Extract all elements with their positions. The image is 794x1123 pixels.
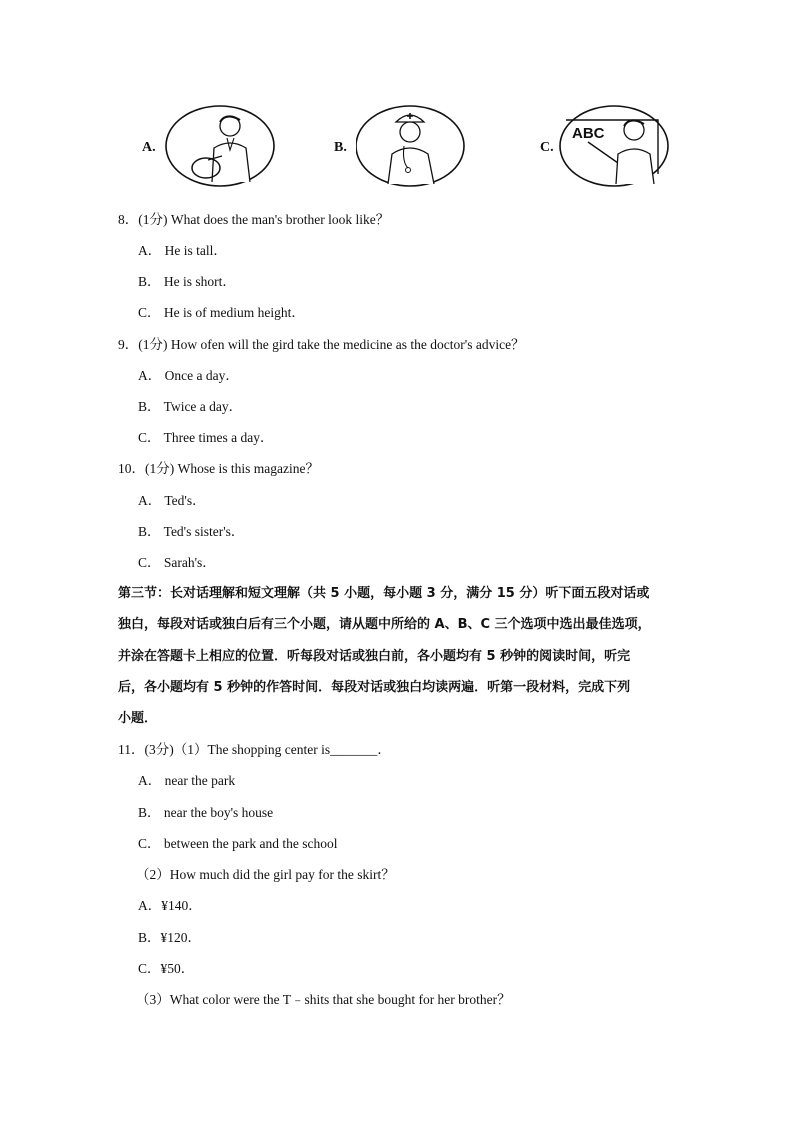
board-text: ABC — [572, 125, 605, 142]
question-10-option-a: A． Ted's． — [138, 493, 206, 508]
section3-line-5: 小题． — [118, 711, 158, 726]
question-11-1-option-c: C． between the park and the school — [138, 836, 338, 851]
section3-line-2: 独白，每段对话或独白后有三个小题，请从题中所给的 A、B、C 三个选项中选出最佳选项， — [118, 617, 651, 632]
question-11-1-option-b: B． near the boy's house — [138, 805, 274, 820]
picture-label-a: A. — [142, 140, 156, 155]
question-11-3-stem: （3）What color were the T﹣shits that she bought for her brother？ — [136, 992, 511, 1007]
question-10-stem: 10．(1分) Whose is this magazine？ — [118, 461, 319, 476]
question-8-stem: 8．(1分) What does the man's brother look like？ — [118, 212, 390, 227]
doctor-picture — [356, 104, 468, 188]
picture-label-b: B. — [334, 140, 347, 155]
question-9-option-c: C． Three times a day． — [138, 430, 274, 445]
question-11-1-option-a: A． near the park — [138, 773, 236, 788]
section3-line-1: 第三节：长对话理解和短文理解（共 5 小题，每小题 3 分，满分 15 分）听下面五段对话或 — [118, 586, 650, 601]
question-9-option-a: A． Once a day． — [138, 368, 239, 383]
section3-line-3: 并涂在答题卡上相应的位置．听每段对话或独白前，各小题均有 5 秒钟的阅读时间，听完 — [118, 649, 631, 664]
question-8-option-a: A． He is tall． — [138, 243, 227, 258]
picture-label-c: C. — [540, 140, 554, 155]
question-11-2-option-a: A．¥140． — [138, 898, 202, 913]
question-9-stem: 9．(1分) How ofen will the gird take the medicine as the doctor's advice？ — [118, 337, 525, 352]
question-8-option-b: B． He is short． — [138, 274, 236, 289]
question-11-2-stem: （2）How much did the girl pay for the skirt？ — [136, 867, 395, 882]
teacher-picture — [558, 104, 676, 188]
picture-options — [138, 104, 678, 190]
question-8-option-c: C． He is of medium height． — [138, 305, 305, 320]
section3-line-4: 后，各小题均有 5 秒钟的作答时间．每段对话或独白均读两遍．听第一段材料，完成下列 — [118, 680, 631, 695]
question-11-stem: 11．(3分)（1）The shopping center is_______． — [118, 742, 391, 757]
question-11-2-option-c: C．¥50． — [138, 961, 195, 976]
question-11-2-option-b: B．¥120． — [138, 930, 202, 945]
question-10-option-b: B． Ted's sister's． — [138, 524, 245, 539]
question-10-option-c: C． Sarah's． — [138, 555, 216, 570]
question-9-option-b: B． Twice a day． — [138, 399, 243, 414]
driver-picture — [164, 104, 276, 188]
